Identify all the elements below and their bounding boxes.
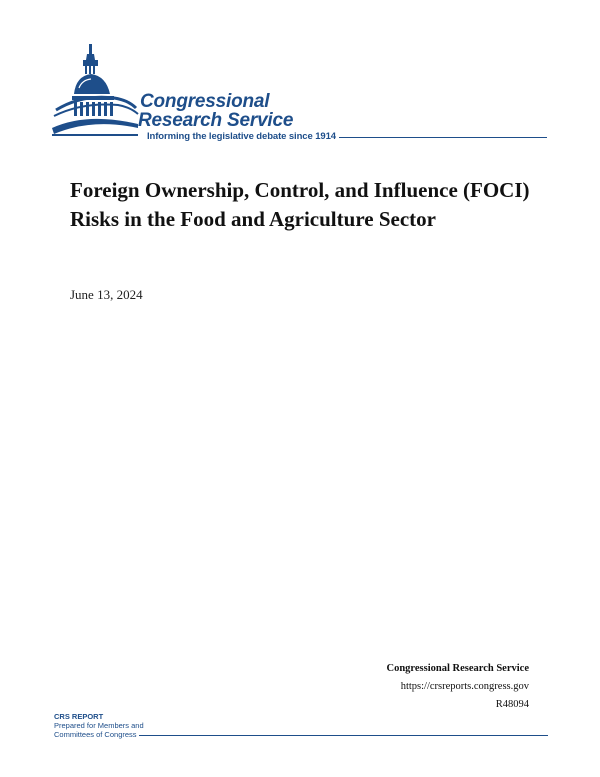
footer [54, 712, 548, 739]
capitol-dome-icon [52, 42, 142, 142]
footer-line1: CRS REPORT [54, 712, 104, 721]
logo-name-line1: Congressional [140, 91, 270, 112]
logo-name-line2: Research Service [138, 110, 294, 131]
footer-line3-row [54, 730, 548, 739]
footer-line3: Committees of Congress [54, 730, 137, 739]
report-number: R48094 [495, 699, 529, 710]
publisher-org: Congressional Research Service [386, 663, 529, 674]
logo-tagline-row [147, 129, 547, 143]
tagline-rule [339, 137, 547, 138]
footer-rule [139, 735, 548, 736]
crs-logo [52, 42, 552, 142]
publisher-url[interactable]: https://crsreports.congress.gov [400, 681, 529, 692]
report-date: June 13, 2024 [70, 287, 143, 302]
logo-tagline: Informing the legislative debate since 1914 [147, 130, 336, 142]
publisher-block [386, 660, 529, 714]
footer-line2: Prepared for Members and [54, 721, 144, 730]
report-title: Foreign Ownership, Control, and Influence (FOCI) Risks in the Food and Agriculture Sector [70, 178, 530, 231]
logo-wordmark [140, 92, 293, 130]
